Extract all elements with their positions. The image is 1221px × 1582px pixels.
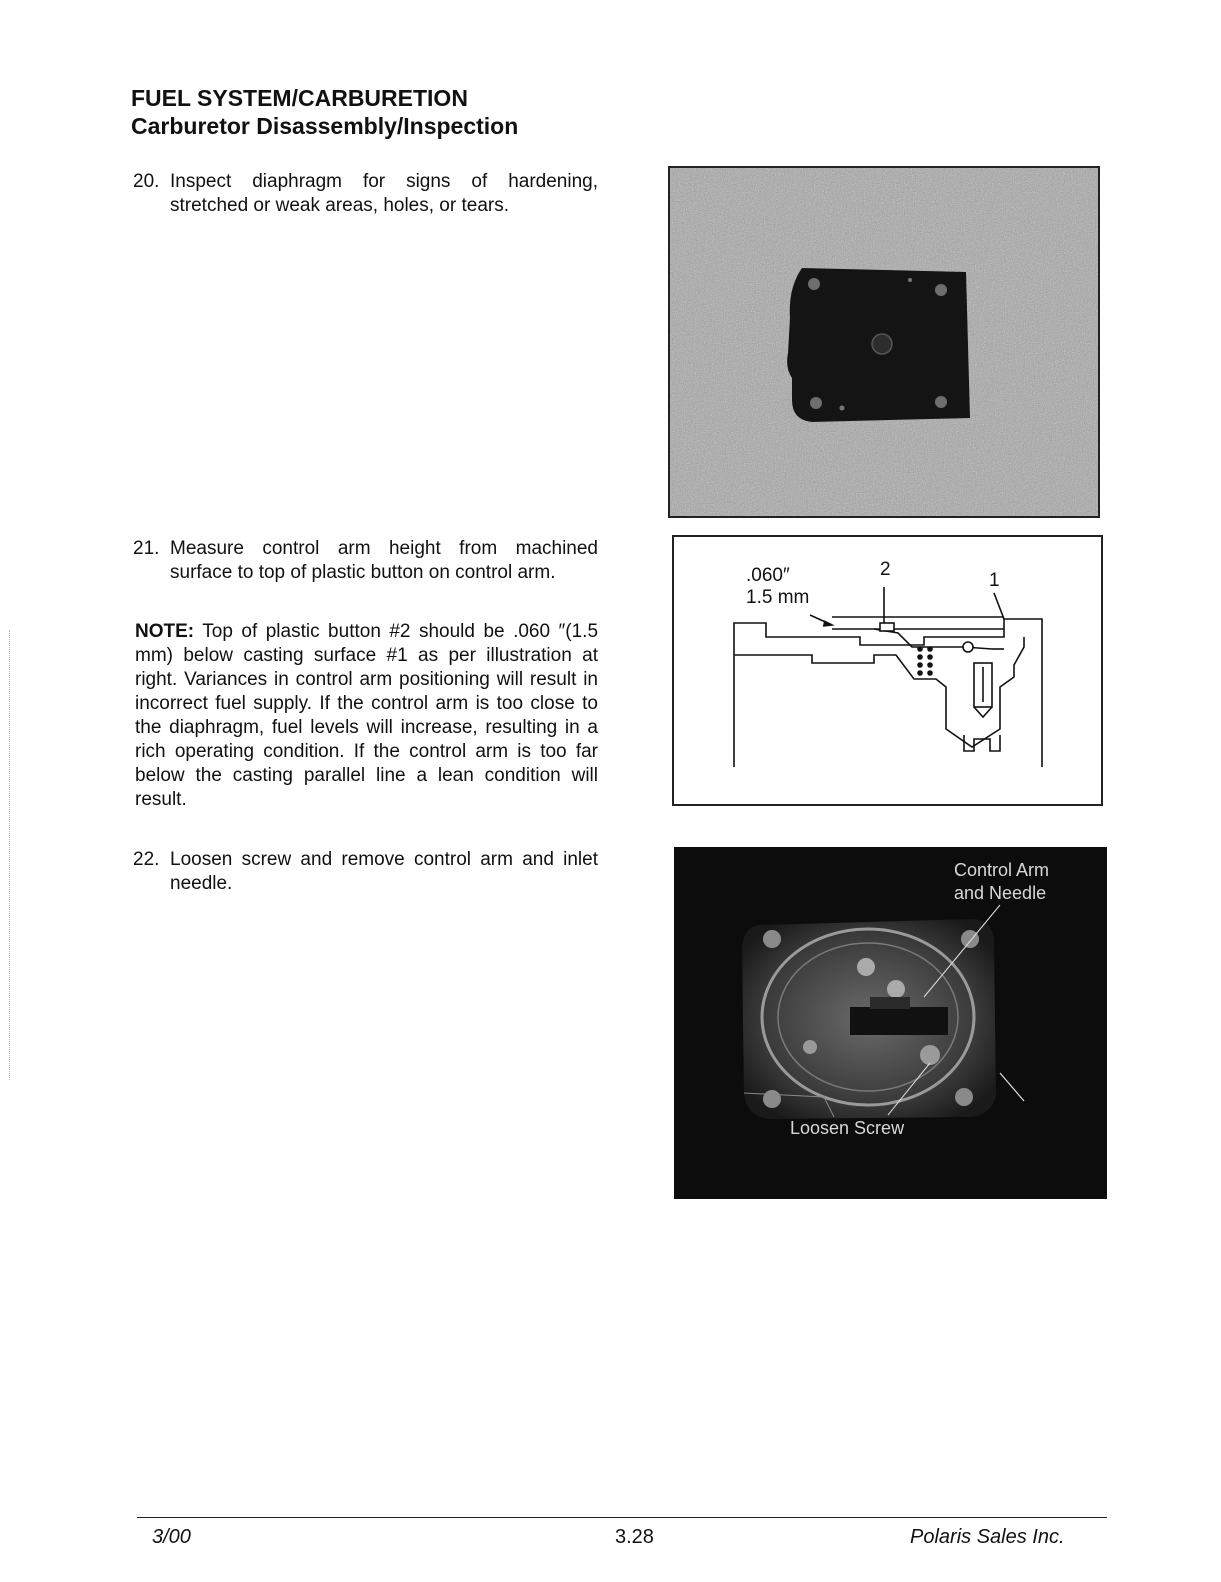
step-number: 21.: [133, 538, 160, 559]
control-arm-height-diagram: [672, 535, 1103, 806]
footer-date: 3/00: [152, 1526, 191, 1548]
step-22: [133, 848, 598, 896]
jet: [857, 958, 875, 976]
screw: [961, 930, 979, 948]
footer-rule: [137, 1517, 1107, 1518]
section-title: FUEL SYSTEM/CARBURETION: [131, 85, 468, 111]
screw: [763, 1090, 781, 1108]
screw-hole: [808, 278, 820, 290]
diagram-drawing: [674, 537, 1101, 804]
step-21: [133, 537, 598, 585]
dimension-mm-label: 1.5 mm: [746, 587, 810, 608]
step-text: Measure control arm height from machined surface to top of plastic button on control arm.: [170, 538, 598, 583]
step-20: [133, 170, 598, 218]
diaphragm-photo: [668, 166, 1100, 518]
subsection-title: Carburetor Disassembly/Inspection: [131, 113, 519, 139]
jet: [803, 1040, 817, 1054]
dimension-inch-label: .060″: [746, 565, 790, 586]
screw-hole: [935, 396, 947, 408]
step-text: Loosen screw and remove control arm and inlet needle.: [170, 849, 598, 894]
footer-publisher: Polaris Sales Inc.: [910, 1526, 1065, 1548]
callout-2: 2: [880, 559, 891, 580]
note-label: NOTE:: [135, 621, 195, 642]
label-loosen-screw: Loosen Screw: [790, 1118, 905, 1138]
label-control-arm-line2: and Needle: [954, 883, 1047, 903]
step-text: Inspect diaphragm for signs of hardening, stretched or weak areas, holes, or tears.: [170, 171, 598, 216]
screw: [763, 930, 781, 948]
screw-hole: [810, 397, 822, 409]
note-paragraph: [135, 620, 598, 812]
control-arm-screw: [920, 1045, 940, 1065]
margin-mark: [9, 630, 10, 1080]
step-number: 20.: [133, 171, 160, 192]
screw: [955, 1088, 973, 1106]
diaphragm-center: [872, 334, 892, 354]
diaphragm-photo-image: [670, 168, 1098, 516]
step-number: 22.: [133, 849, 160, 870]
screw-hole: [935, 284, 947, 296]
control-arm-removal-photo: [674, 847, 1107, 1199]
control-arm: [850, 1007, 948, 1035]
label-control-arm-line1: Control Arm: [954, 860, 1050, 880]
removal-photo-image: [674, 847, 1107, 1199]
note-text: Top of plastic button #2 should be .060 ″(1.5 mm) below casting surface #1 as per illustration at right. Variances in control arm positioning will result in incorrect fuel supply. If the control arm is too close to the diaphragm, fuel levels will increase, resulting in a rich operating condition. If the control arm is too far below the casting parallel line a lean condition will result.: [135, 621, 599, 810]
callout-1: 1: [989, 570, 1000, 591]
footer-page-number: 3.28: [615, 1526, 654, 1548]
jet: [887, 980, 905, 998]
